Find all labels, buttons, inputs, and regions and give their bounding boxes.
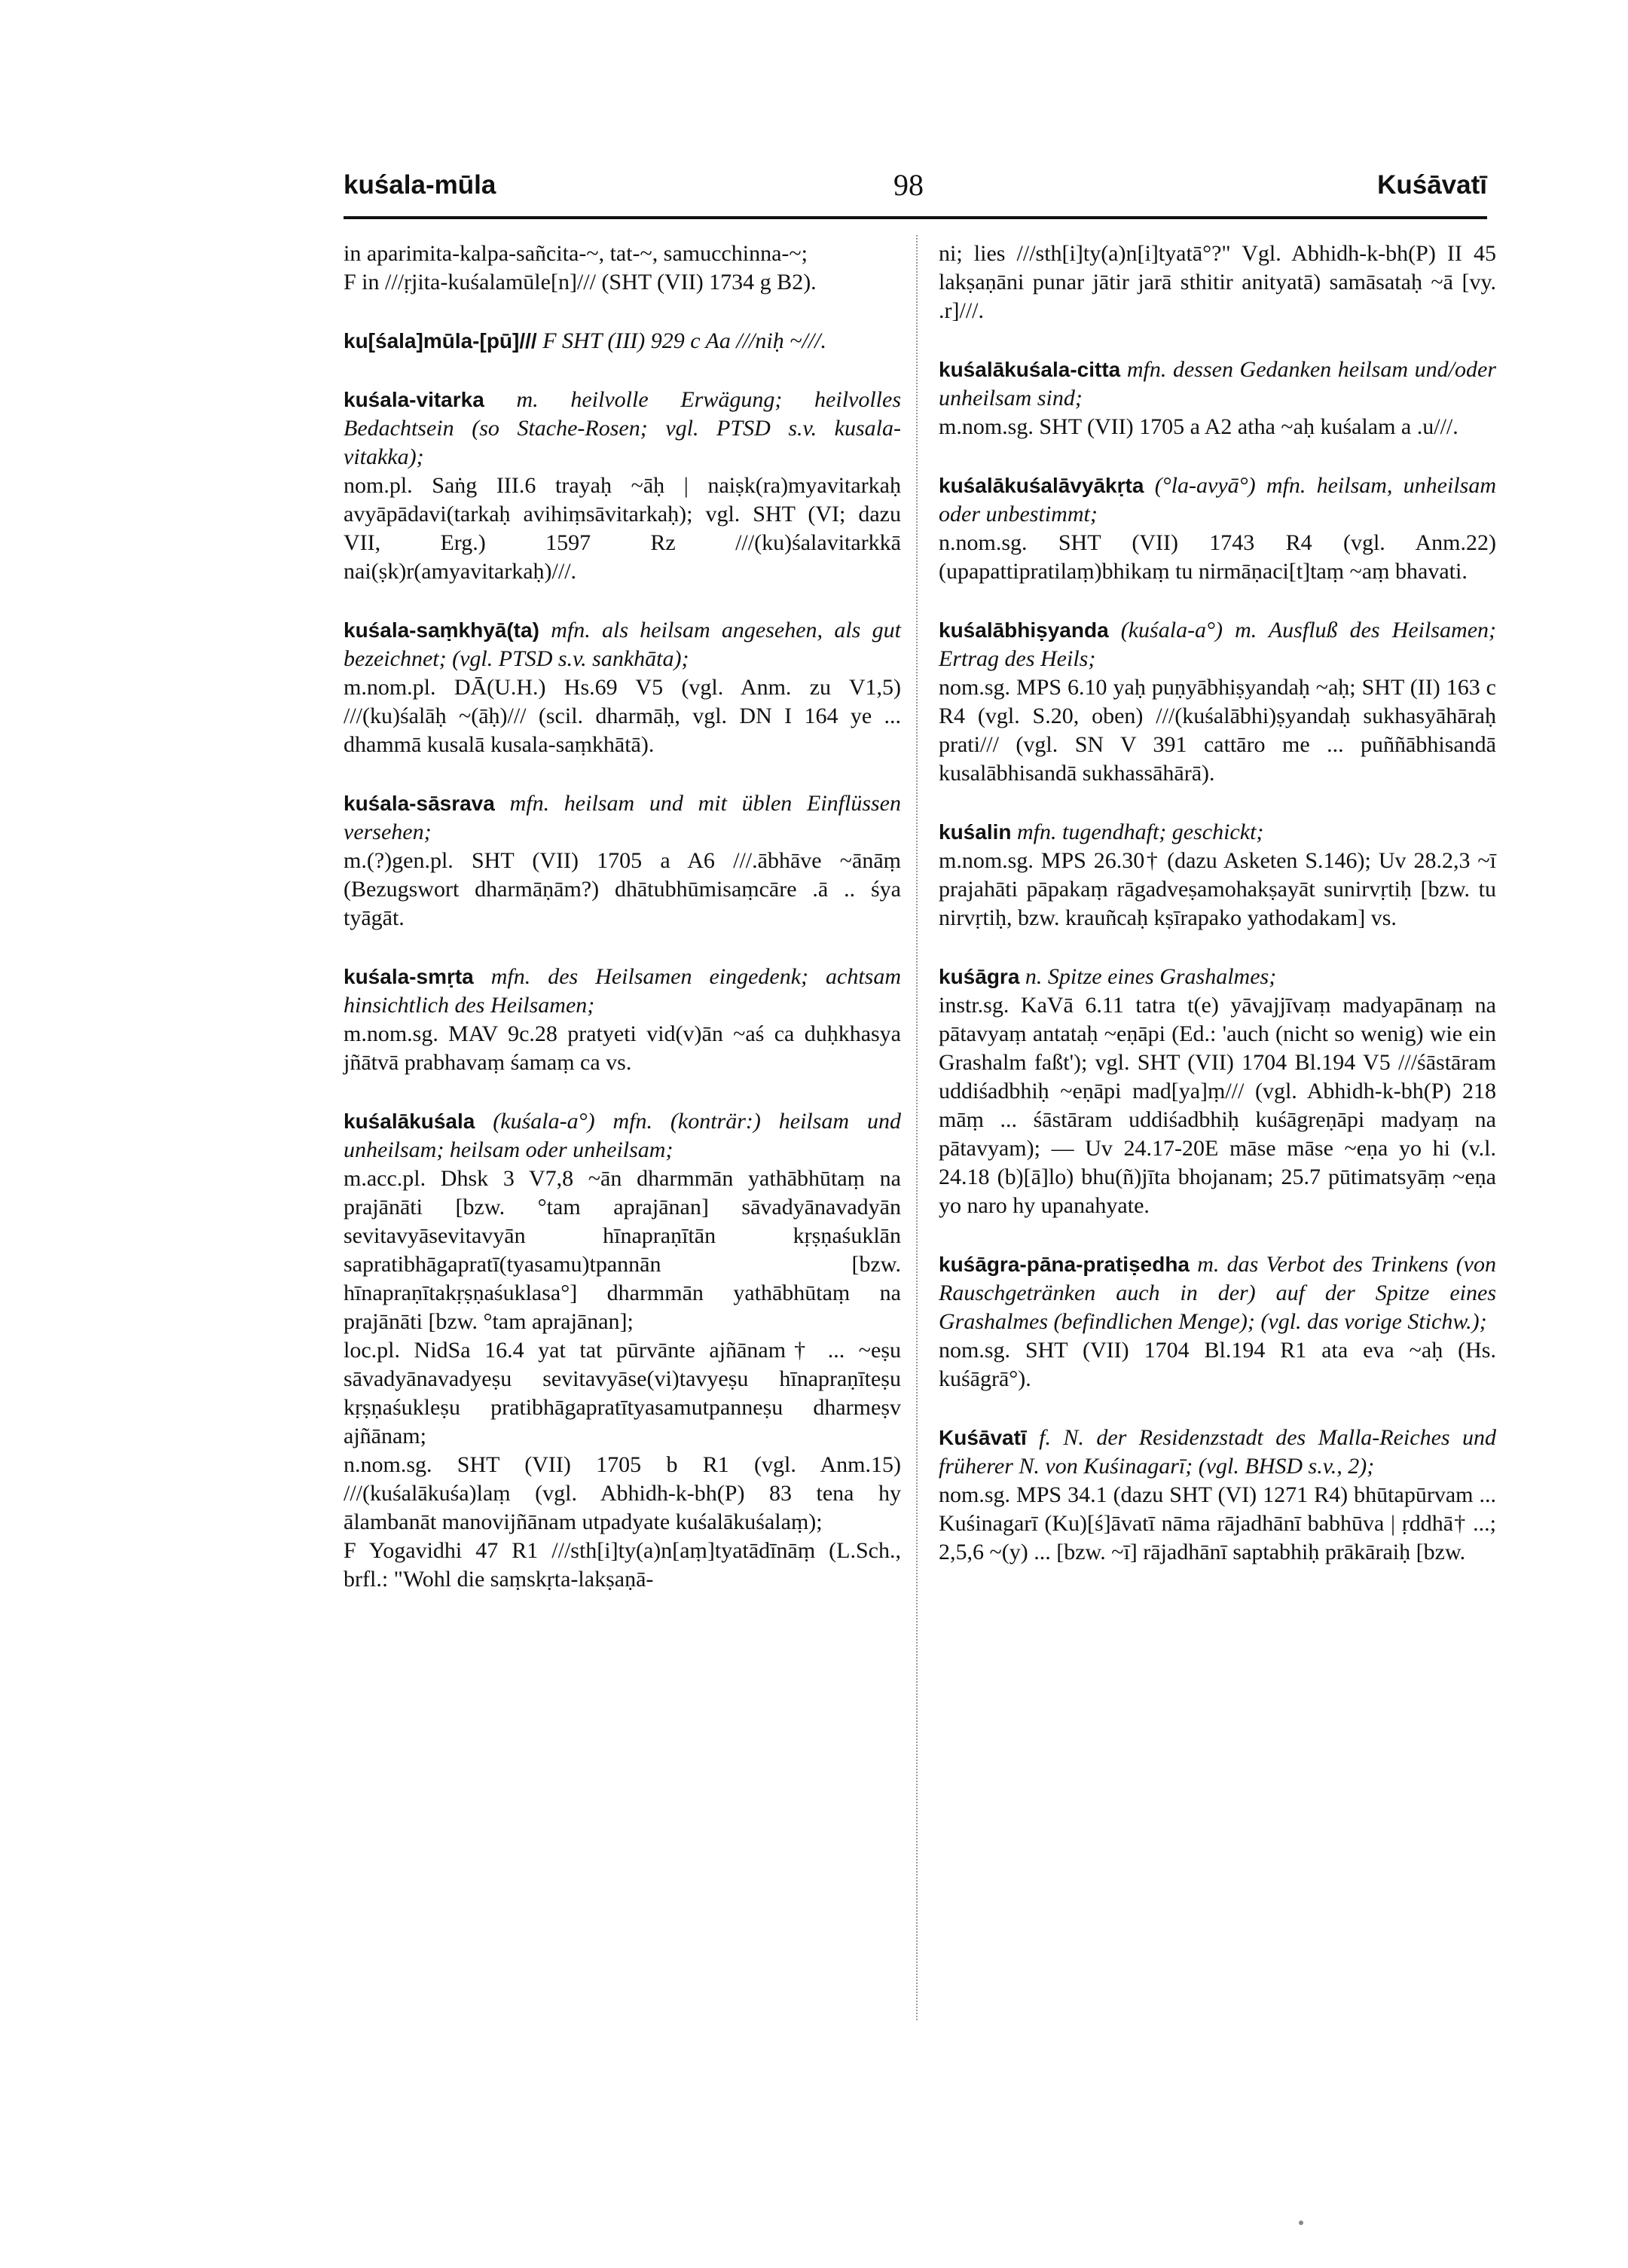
entry-head — [344, 1107, 901, 1165]
dictionary-entry — [939, 240, 1496, 325]
dictionary-entry — [344, 963, 901, 1077]
entry-head — [344, 386, 901, 472]
citation-line: m.(?)gen.pl. SHT (VII) 1705 a A6 ///.ābhāve ~ānāṃ (Bezugswort dharmāṇām?) dhātubhūmisaṃcāre .ā .. śya tyāgāt. — [344, 848, 901, 930]
entry-head — [939, 472, 1496, 529]
dictionary-entry — [344, 327, 901, 356]
dictionary-entry — [344, 1107, 901, 1594]
dictionary-entry — [344, 240, 901, 297]
dictionary-entry — [344, 789, 901, 933]
gloss: (kuśala-a°) m. Ausfluß des Heilsamen; Ertrag des Heils; — [939, 618, 1496, 671]
stray-mark — [1299, 2221, 1303, 2225]
citation-line: in aparimita-kalpa-sañcita-~, tat-~, samucchinna-~; — [344, 241, 808, 266]
entry-head — [939, 818, 1496, 847]
gloss: m. heilvolle Erwägung; heilvolles Bedachtsein (so Stache-Rosen; vgl. PTSD s.v. kusala-vitakka); — [344, 387, 901, 469]
headword: kuśalākuśala-citta — [939, 358, 1121, 381]
entry-head — [344, 616, 901, 673]
page-number: 98 — [893, 168, 924, 202]
left-column — [344, 240, 901, 1624]
citation-line: instr.sg. KaVā 6.11 tatra t(e) yāvajjīvaṃ madyapānaṃ na pātavyaṃ antataḥ ~eṇāpi (Ed.: 'auch (nicht so wenig) wie ein Grashalm faßt'); vgl. SHT (VII) 1704 Bl.194 V5 ///śāstāram uddiśadbhiḥ ~eṇāpi mad[ya]ṃ/// (vgl. Abhidh-k-bh(P) 218 māṃ ... śāstāram uddiśadbhiḥ kuśāgreṇāpi madyaṃ na pātavyam); — Uv 24.17-20E māse māse ~eṇa yo hi (v.l. 24.18 (b)[ā]lo) bhu(ñ)jīta bhojanam; 25.7 pūtimatsyāṃ ~eṇa yo naro hy upanahyate. — [939, 993, 1496, 1218]
headword: kuśala-saṃkhyā(ta) — [344, 618, 539, 642]
dictionary-entry — [939, 963, 1496, 1220]
citation-line: m.acc.pl. Dhsk 3 V7,8 ~ān dharmmān yathābhūtaṃ na prajānāti [bzw. °tam aprajānan] sāvadyānavadyān sevitavyāsevitavyān hīnapraṇītān kṛṣṇaśuklān sapratibhāgapratī(tyasamu)tpannān [bzw. hīnapraṇītakṛṣṇaśuklasa°] dharmmān yathābhūtaṃ na prajānāti [bzw. °tam aprajānan]; — [344, 1166, 901, 1334]
gloss: f. N. der Residenzstadt des Malla-Reiches und früherer N. von Kuśinagarī; (vgl. BHSD s.v., 2); — [939, 1425, 1496, 1479]
citation-line: m.nom.pl. DĀ(U.H.) Hs.69 V5 (vgl. Anm. zu V1,5) ///(ku)śalāḥ ~(āḥ)/// (scil. dharmāḥ, vgl. DN I 164 ye ... dhammā kusalā kusala-saṃkhātā). — [344, 675, 901, 757]
headword: Kuśāvatī — [939, 1426, 1027, 1449]
citation-line: nom.sg. MPS 34.1 (dazu SHT (VI) 1271 R4) bhūtapūrvam ... Kuśinagarī (Ku)[ś]āvatī nāma rājadhānī babhūva | ṛddhā† ...; 2,5,6 ~(y) ... [bzw. ~ī] rājadhānī saptabhiḥ prākāraiḥ [bzw. — [939, 1482, 1496, 1564]
citation-line: m.nom.sg. MPS 26.30† (dazu Asketen S.146); Uv 28.2,3 ~ī prajahāti pāpakaṃ rāgadveṣamohakṣayāt sunirvṛtiḥ [bzw. tu nirvṛtiḥ, bzw. krauñcaḥ kṣīrapako yathodakam] vs. — [939, 848, 1496, 930]
gloss: F SHT (III) 929 c Aa ///niḥ ~///. — [542, 328, 826, 353]
headword: kuśalākuśalāvyākṛta — [939, 474, 1144, 497]
citation-line: n.nom.sg. SHT (VII) 1743 R4 (vgl. Anm.22) (upapattipratilaṃ)bhikaṃ tu nirmāṇaci[t]taṃ ~aṃ bhavati. — [939, 530, 1496, 584]
entry-head — [939, 1250, 1496, 1336]
dictionary-entry — [939, 356, 1496, 441]
entry-head — [939, 1424, 1496, 1481]
entry-head — [939, 356, 1496, 413]
headword: kuśāgra-pāna-pratiṣedha — [939, 1253, 1190, 1276]
dictionary-entry — [939, 472, 1496, 586]
citation-line: ni; lies ///sth[i]ty(a)n[i]tyatā°?" Vgl. Abhidh-k-bh(P) II 45 lakṣaṇāni punar jātir jarā sthitir anityatā) samāsataḥ ~ā [vy. .r]///. — [939, 241, 1496, 323]
citation-line: nom.sg. SHT (VII) 1704 Bl.194 R1 ata eva ~aḥ (Hs. kuśāgrā°). — [939, 1338, 1496, 1391]
entry-head — [939, 616, 1496, 673]
headword: kuśāgra — [939, 965, 1020, 988]
dictionary-entry — [939, 818, 1496, 933]
right-column — [939, 240, 1496, 1597]
headword: kuśalākuśala — [344, 1110, 475, 1133]
entry-head — [344, 789, 901, 847]
column-divider — [916, 235, 918, 2020]
running-head-right: Kuśāvatī — [1377, 170, 1487, 200]
header-rule — [344, 216, 1487, 219]
headword: kuśalin — [939, 820, 1012, 844]
citation-line: nom.sg. MPS 6.10 yaḥ puṇyābhiṣyandaḥ ~aḥ; SHT (II) 163 c R4 (vgl. S.20, oben) ///(kuśalābhi)ṣyandaḥ sukhasyāhāraḥ prati/// (vgl. SN V 391 cattāro me ... puññābhisandā kusalābhisandā sukhassāhārā). — [939, 675, 1496, 786]
gloss: mfn. dessen Gedanken heilsam und/oder unheilsam sind; — [939, 357, 1497, 411]
entry-head — [344, 963, 901, 1020]
dictionary-entry — [344, 616, 901, 759]
headword: kuśala-vitarka — [344, 388, 484, 411]
dictionary-entry — [344, 386, 901, 586]
dictionary-entry — [939, 1424, 1496, 1567]
gloss: mfn. tugendhaft; geschickt; — [1016, 820, 1264, 844]
headword: kuśalābhiṣyanda — [939, 618, 1109, 642]
citation-line: m.nom.sg. SHT (VII) 1705 a A2 atha ~aḥ kuśalam a .u///. — [939, 414, 1458, 439]
entry-head — [344, 327, 901, 356]
running-head-left: kuśala-mūla — [344, 170, 496, 200]
gloss: n. Spitze eines Grashalmes; — [1025, 964, 1277, 989]
headword: kuśala-sāsrava — [344, 792, 495, 815]
headword: ku[śala]mūla-[pū]/// — [344, 329, 537, 353]
gloss: (°la-avyā°) mfn. heilsam, unheilsam oder unbestimmt; — [939, 473, 1496, 527]
citation-line: m.nom.sg. MAV 9c.28 pratyeti vid(v)ān ~aś ca duḥkhasya jñātvā prabhavaṃ śamaṃ ca vs. — [344, 1021, 901, 1075]
dictionary-entry — [939, 616, 1496, 788]
gloss: mfn. heilsam und mit üblen Einflüssen versehen; — [344, 791, 902, 844]
entry-head — [939, 963, 1496, 991]
citation-line: loc.pl. NidSa 16.4 yat tat pūrvānte ajñānam† ... ~eṣu sāvadyānavadyeṣu sevitavyāse(vi)tavyeṣu hīnapraṇīteṣu kṛṣṇaśukleṣu pratibhāgapratītyasamutpanneṣu dharmeṣv ajñānam; — [344, 1338, 901, 1448]
citation-line: F in ///ṛjita-kuśalamūle[n]/// (SHT (VII) 1734 g B2). — [344, 270, 817, 295]
gloss: (kuśala-a°) mfn. (konträr:) heilsam und unheilsam; heilsam oder unheilsam; — [344, 1109, 902, 1162]
citation-line: nom.pl. Saṅg III.6 trayaḥ ~āḥ | naiṣk(ra)myavitarkaḥ avyāpādavi(tarkaḥ avihiṃsāvitarkaḥ); vgl. SHT (VI; dazu VII, Erg.) 1597 Rz ///(ku)śalavitarkkā nai(ṣk)r(amyavitarkaḥ)///. — [344, 473, 901, 584]
citation-line: F Yogavidhi 47 R1 ///sth[i]ty(a)n[aṃ]tyatādīnāṃ (L.Sch., brfl.: "Wohl die saṃskṛta-lakṣaṇā- — [344, 1538, 901, 1592]
headword: kuśala-smṛta — [344, 965, 474, 988]
gloss: mfn. als heilsam angesehen, als gut bezeichnet; (vgl. PTSD s.v. sankhāta); — [344, 618, 901, 671]
gloss: m. das Verbot des Trinkens (von Rauschgetränken auch in der) auf der Spitze eines Grashalmes (befindlichen Menge); (vgl. das vorige Stichw.); — [939, 1252, 1496, 1334]
dictionary-entry — [939, 1250, 1496, 1393]
gloss: mfn. des Heilsamen eingedenk; achtsam hinsichtlich des Heilsamen; — [344, 964, 902, 1018]
citation-line: n.nom.sg. SHT (VII) 1705 b R1 (vgl. Anm.15) ///(kuśalākuśa)laṃ (vgl. Abhidh-k-bh(P) 83 tena hy ālambanāt manovijñānam utpadyate kuśalākuśalaṃ); — [344, 1452, 901, 1534]
